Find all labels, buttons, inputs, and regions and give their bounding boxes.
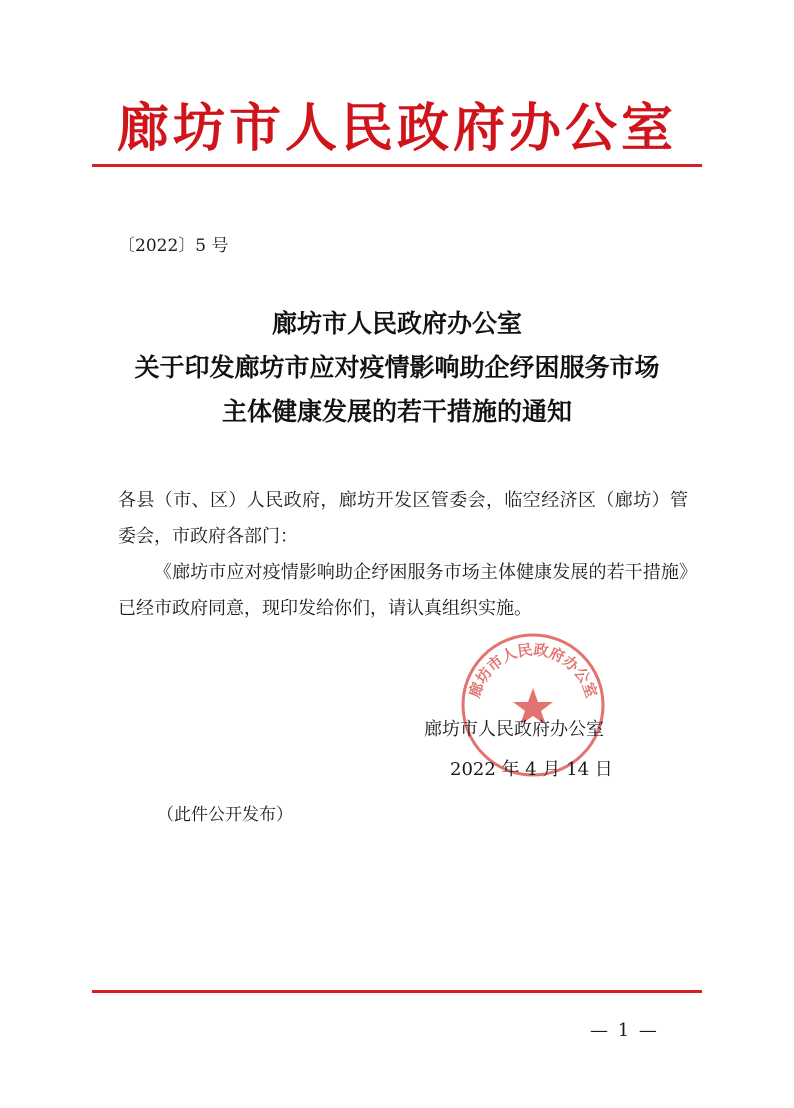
red-divider-top [92, 164, 702, 167]
red-divider-bottom [92, 990, 702, 993]
title-line-1: 廊坊市人民政府办公室 [271, 309, 522, 338]
page-number: — 1 — [590, 1020, 659, 1041]
document-title [0, 302, 794, 434]
signature-date: 2022 年 4 月 14 日 [450, 759, 613, 780]
signature-organization: 廊坊市人民政府办公室 [424, 719, 604, 740]
body-paragraph: 《廊坊市应对疫情影响助企纾困服务市场主体健康发展的若干措施》已经市政府同意，现印发给你们，请认真组织实施。 [118, 562, 688, 619]
seal-text: 廊坊市人民政府办公室 [465, 640, 601, 701]
recipients-paragraph: 各县（市、区）人民政府，廊坊开发区管委会，临空经济区（廊坊）管委会，市政府各部门： [118, 490, 688, 547]
title-line-3: 主体健康发展的若干措施的通知 [221, 397, 572, 426]
document-number: 〔2022〕5 号 [118, 236, 229, 256]
title-line-2: 关于印发廊坊市应对疫情影响助企纾困服务市场 [134, 353, 660, 382]
masthead-title: 廊坊市人民政府办公室 [116, 98, 677, 159]
publication-note: （此件公开发布） [157, 805, 293, 825]
